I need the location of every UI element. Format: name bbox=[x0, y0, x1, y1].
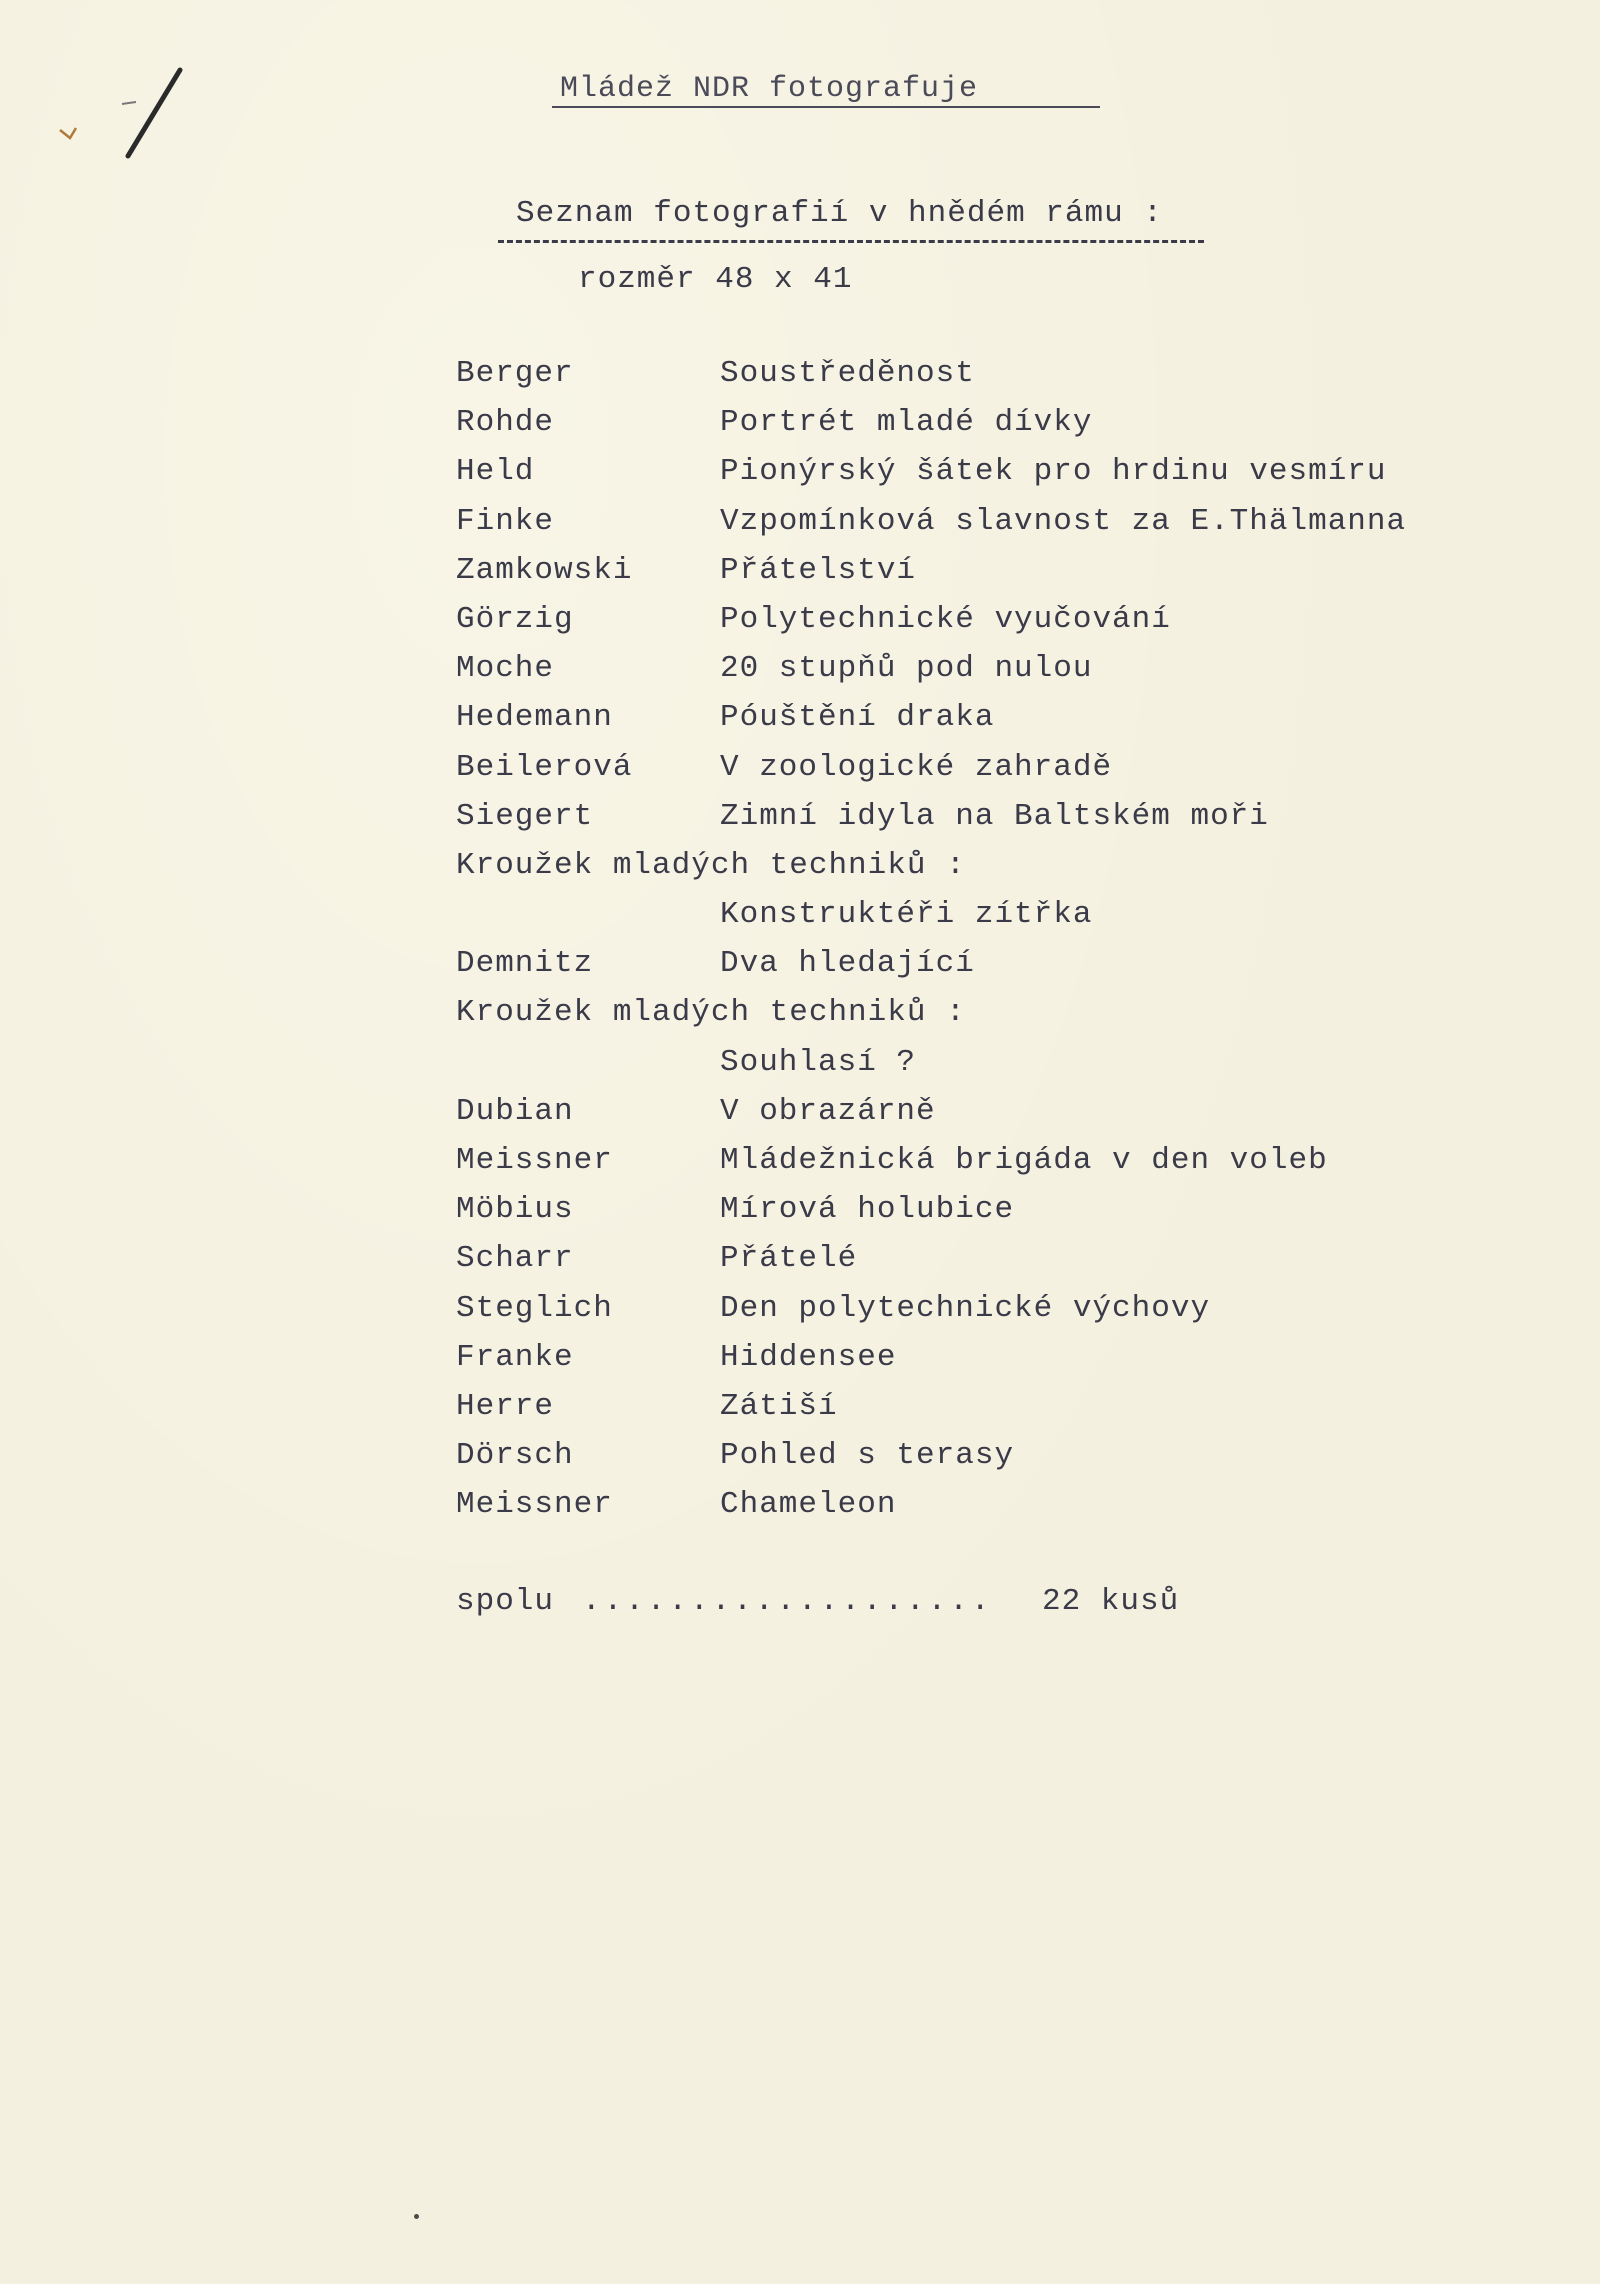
list-row bbox=[456, 897, 1556, 946]
total-count: 22 kusů bbox=[1042, 1584, 1180, 1619]
list-row bbox=[456, 1192, 1556, 1241]
pencil-tick bbox=[60, 128, 76, 138]
list-row bbox=[456, 995, 1556, 1044]
list-row bbox=[456, 454, 1556, 503]
photo-title: Zátiší bbox=[720, 1388, 838, 1424]
list-row bbox=[456, 1438, 1556, 1487]
list-row bbox=[456, 1143, 1556, 1192]
author-name: Demnitz bbox=[456, 946, 594, 982]
list-row bbox=[456, 651, 1556, 700]
photo-title: Mírová holubice bbox=[720, 1192, 1015, 1228]
author-name: Moche bbox=[456, 651, 555, 687]
list-row bbox=[456, 1389, 1556, 1438]
photo-title: Přátelé bbox=[720, 1241, 858, 1277]
total-label: spolu bbox=[456, 1584, 555, 1619]
photo-title: Póuštění draka bbox=[720, 700, 995, 736]
author-name: Möbius bbox=[456, 1192, 574, 1228]
photo-title: Pohled s terasy bbox=[720, 1438, 1015, 1474]
handwritten-mark bbox=[40, 60, 190, 180]
photo-title: Přátelství bbox=[720, 552, 917, 588]
list-row bbox=[456, 1487, 1556, 1536]
subtitle-dashed-rule bbox=[498, 240, 1204, 243]
photo-title: Pionýrský šátek pro hrdinu vesmíru bbox=[720, 454, 1387, 490]
paper-speck bbox=[414, 2214, 419, 2219]
author-name: Finke bbox=[456, 503, 555, 539]
author-name: Hedemann bbox=[456, 700, 613, 736]
list-row bbox=[456, 1094, 1556, 1143]
slash-mark bbox=[128, 70, 180, 156]
photo-title: Vzpomínková slavnost za E.Thälmanna bbox=[720, 503, 1407, 539]
list-row bbox=[456, 1291, 1556, 1340]
photo-title: Polytechnické vyučování bbox=[720, 601, 1171, 637]
author-name: Meissner bbox=[456, 1487, 613, 1523]
photo-title: Mládežnická brigáda v den voleb bbox=[720, 1143, 1328, 1178]
list-row bbox=[456, 946, 1556, 995]
dash-mark bbox=[122, 102, 136, 104]
photo-title: Souhlasí ? bbox=[720, 1044, 917, 1080]
photo-title: V zoologické zahradě bbox=[720, 749, 1113, 785]
author-name: Görzig bbox=[456, 601, 574, 637]
author-name: Dörsch bbox=[456, 1438, 574, 1474]
list-row bbox=[456, 405, 1556, 454]
photo-title: V obrazárně bbox=[720, 1093, 936, 1129]
heading-underline bbox=[552, 106, 1100, 108]
list-row bbox=[456, 750, 1556, 799]
document-heading: Mládež NDR fotografuje bbox=[560, 72, 979, 106]
photo-title: Portrét mladé dívky bbox=[720, 405, 1093, 441]
list-row bbox=[456, 1340, 1556, 1389]
list-row bbox=[456, 553, 1556, 602]
author-name: Franke bbox=[456, 1339, 574, 1375]
list-row bbox=[456, 504, 1556, 553]
author-name: Kroužek mladých techniků : bbox=[456, 995, 966, 1031]
list-row bbox=[456, 1241, 1556, 1290]
photo-title: Chameleon bbox=[720, 1487, 897, 1523]
list-row bbox=[456, 356, 1556, 405]
author-name: Held bbox=[456, 454, 535, 490]
photo-title: Konstruktéři zítřka bbox=[720, 897, 1093, 933]
photo-title: Den polytechnické výchovy bbox=[720, 1290, 1211, 1326]
author-name: Dubian bbox=[456, 1093, 574, 1129]
author-name: Berger bbox=[456, 356, 574, 391]
author-name: Meissner bbox=[456, 1143, 613, 1178]
author-name: Siegert bbox=[456, 798, 594, 834]
author-name: Scharr bbox=[456, 1241, 574, 1277]
list-row bbox=[456, 1045, 1556, 1094]
photo-list bbox=[456, 356, 1556, 1537]
photo-title: 20 stupňů pod nulou bbox=[720, 651, 1093, 687]
author-name: Herre bbox=[456, 1388, 555, 1424]
list-subtitle: Seznam fotografií v hnědém rámu : bbox=[516, 196, 1163, 231]
author-name: Beilerová bbox=[456, 749, 633, 785]
list-row bbox=[456, 848, 1556, 897]
photo-title: Zimní idyla na Baltském moři bbox=[720, 798, 1269, 834]
photo-title: Dva hledající bbox=[720, 946, 975, 982]
list-row bbox=[456, 602, 1556, 651]
photo-title: Soustředěnost bbox=[720, 356, 975, 391]
total-leader-dots: ................... bbox=[582, 1584, 993, 1619]
author-name: Kroužek mladých techniků : bbox=[456, 847, 966, 883]
author-name: Rohde bbox=[456, 405, 555, 441]
author-name: Steglich bbox=[456, 1290, 613, 1326]
list-row bbox=[456, 700, 1556, 749]
photo-title: Hiddensee bbox=[720, 1339, 897, 1375]
author-name: Zamkowski bbox=[456, 552, 633, 588]
frame-dimension: rozměr 48 x 41 bbox=[578, 262, 853, 297]
list-row bbox=[456, 799, 1556, 848]
